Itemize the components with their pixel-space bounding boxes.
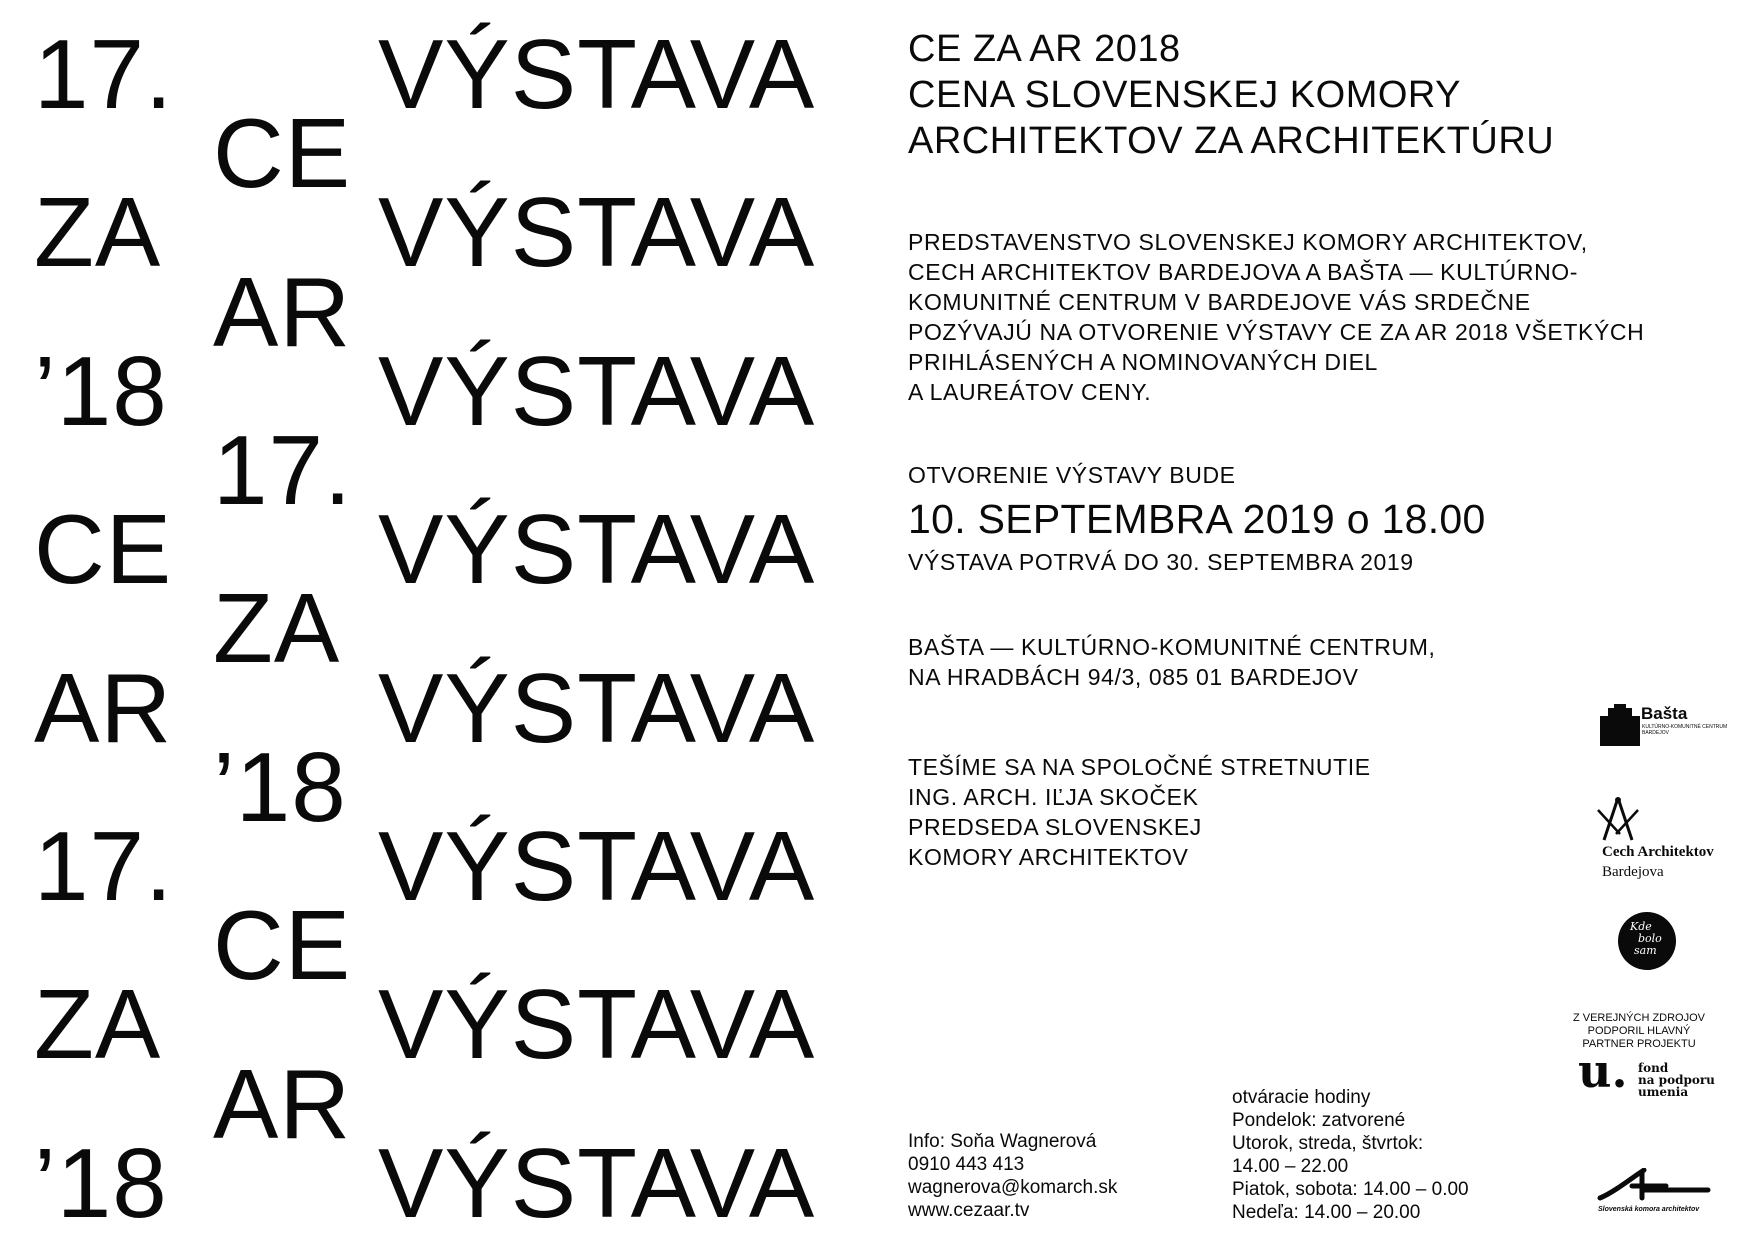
vystava-word: VÝSTAVA	[378, 19, 816, 129]
closing-line: PREDSEDA SLOVENSKEJ	[908, 814, 1202, 840]
ska-caption: Slovenská komora architektov	[1598, 1206, 1700, 1213]
invitation-line: A LAUREÁTOV CENY.	[908, 379, 1152, 405]
vystava-word: VÝSTAVA	[378, 494, 816, 604]
fpu-mark: u.	[1578, 1044, 1628, 1098]
closing-line: ING. ARCH. IĽJA SKOČEK	[908, 784, 1199, 810]
pattern-word: AR	[34, 653, 173, 763]
pattern-word: CE	[213, 890, 352, 1000]
vystava-word: VÝSTAVA	[378, 336, 816, 446]
kde-bolo-sam-logo	[1618, 912, 1676, 970]
title-line: CENA SLOVENSKEJ KOMORY	[908, 74, 1462, 116]
vystava-word: VÝSTAVA	[378, 1128, 816, 1238]
kde-line: Kde	[1630, 920, 1652, 933]
hours-line: Pondelok: zatvorené	[1232, 1110, 1406, 1131]
kde-line: bolo	[1638, 932, 1662, 945]
pattern-word: ZA	[34, 969, 162, 1079]
pattern-word: CE	[34, 494, 173, 604]
invitation-line: PREDSTAVENSTVO SLOVENSKEJ KOMORY ARCHITEKTOV,	[908, 229, 1588, 255]
pattern-word: 17.	[213, 415, 353, 525]
pattern-word: ZA	[34, 177, 162, 287]
hours-heading: otváracie hodiny	[1232, 1087, 1371, 1108]
sponsor-caption-line: PODPORIL HLAVNÝ	[1587, 1025, 1691, 1037]
event-title	[908, 26, 1554, 164]
closing-text	[908, 752, 1371, 872]
pattern-word: CE	[213, 98, 352, 208]
contact-email[interactable]: wagnerova@komarch.sk	[908, 1177, 1118, 1198]
contact-info	[908, 1130, 1117, 1222]
hours-line: 14.00 – 22.00	[1232, 1156, 1349, 1177]
sponsor-caption-line: PARTNER PROJEKTU	[1582, 1038, 1696, 1050]
fpu-line: umenia	[1638, 1085, 1689, 1099]
pattern-word: 17.	[34, 811, 174, 921]
opening-date: 10. SEPTEMBRA 2019 o 18.00	[908, 496, 1486, 542]
fpu-line: na podporu	[1638, 1073, 1715, 1087]
opening-label: OTVORENIE VÝSTAVY BUDE	[908, 462, 1236, 488]
basta-subtitle: KULTÚRNO-KOMUNITNÉ CENTRUM BARDEJOV	[1642, 724, 1728, 736]
sponsor-caption-line: Z VEREJNÝCH ZDROJOV	[1572, 1012, 1705, 1024]
vystava-word: VÝSTAVA	[378, 653, 816, 763]
pattern-word: ’18	[213, 732, 347, 842]
closing-line: KOMORY ARCHITEKTOV	[908, 844, 1189, 870]
vystava-word: VÝSTAVA	[378, 177, 816, 287]
title-line: CE ZA AR 2018	[908, 28, 1181, 70]
pattern-word: AR	[213, 1049, 352, 1159]
invitation-line: CECH ARCHITEKTOV BARDEJOVA A BAŠTA — KULTÚRNO-	[908, 259, 1579, 285]
pattern-word: AR	[213, 257, 352, 367]
compass-square-icon	[1594, 796, 1654, 842]
invitation-line: PRIHLÁSENÝCH A NOMINOVANÝCH DIEL	[908, 349, 1378, 375]
fpu-line: fond	[1638, 1061, 1669, 1075]
venue-line: NA HRADBÁCH 94/3, 085 01 BARDEJOV	[908, 664, 1359, 690]
invitation-line: KOMUNITNÉ CENTRUM V BARDEJOVE VÁS SRDEČNE	[908, 289, 1531, 315]
invitation-line: POZÝVAJÚ NA OTVORENIE VÝSTAVY CE ZA AR 2018 VŠETKÝCH	[908, 319, 1645, 345]
basta-building-icon	[1600, 704, 1640, 746]
pattern-word: ZA	[213, 573, 341, 683]
basta-name: Bašta	[1641, 704, 1688, 723]
venue-line: BAŠTA — KULTÚRNO-KOMUNITNÉ CENTRUM,	[908, 634, 1436, 660]
kde-line: sam	[1634, 944, 1657, 957]
vystava-word: VÝSTAVA	[378, 811, 816, 921]
hours-line: Utorok, streda, štvrtok:	[1232, 1133, 1424, 1154]
ska-signature-icon	[1596, 1168, 1716, 1204]
pattern-word: ’18	[34, 1128, 168, 1238]
contact-website[interactable]: www.cezaar.tv	[908, 1200, 1030, 1221]
venue-address	[908, 632, 1435, 692]
contact-name: Info: Soňa Wagnerová	[908, 1131, 1097, 1152]
pattern-word: ’18	[34, 336, 168, 446]
exhibition-until: VÝSTAVA POTRVÁ DO 30. SEPTEMBRA 2019	[908, 549, 1414, 575]
fpu-text	[1638, 1062, 1715, 1098]
closing-line: TEŠÍME SA NA SPOLOČNÉ STRETNUTIE	[908, 754, 1371, 780]
cech-architektov-logo	[1594, 796, 1724, 880]
opening-hours	[1232, 1086, 1469, 1224]
hours-line: Nedeľa: 14.00 – 20.00	[1232, 1202, 1421, 1223]
pattern-word: 17.	[34, 19, 174, 129]
invitation-text	[908, 227, 1644, 407]
basta-logo	[1600, 704, 1728, 751]
title-line: ARCHITEKTOV ZA ARCHITEKTÚRU	[908, 120, 1555, 162]
ska-logo	[1596, 1168, 1716, 1213]
vystava-word: VÝSTAVA	[378, 969, 816, 1079]
contact-phone[interactable]: 0910 443 413	[908, 1154, 1025, 1175]
cech-city: Bardejova	[1602, 864, 1664, 880]
hours-line: Piatok, sobota: 14.00 – 0.00	[1232, 1179, 1469, 1200]
cech-name: Cech Architektov	[1602, 844, 1714, 860]
